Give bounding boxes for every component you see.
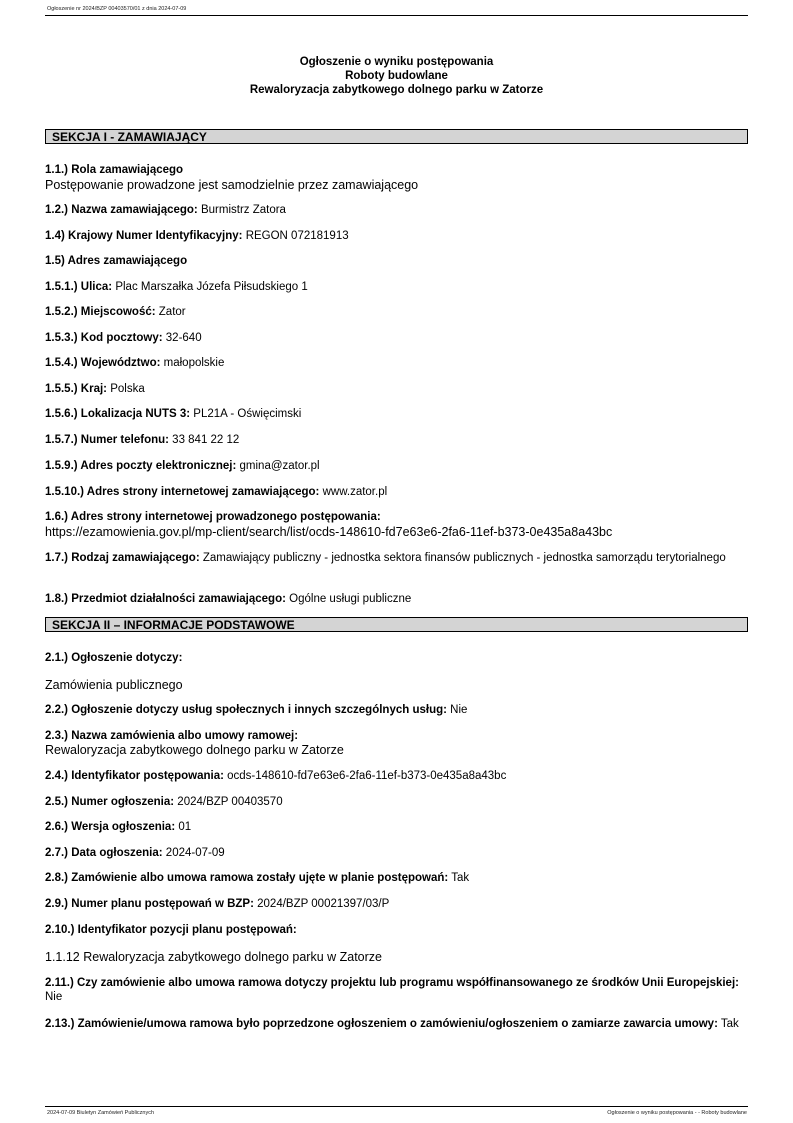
field-1-5-4-label: 1.5.4.) Województwo:: [45, 357, 161, 369]
footer-divider: [45, 1106, 748, 1107]
field-2-13: [45, 1017, 748, 1031]
footer-left-text: 2024-07-09 Biuletyn Zamówień Publicznych: [47, 1110, 155, 1116]
field-2-5-label: 2.5.) Numer ogłoszenia:: [45, 796, 175, 808]
field-1-7-value: Zamawiający publiczny - jednostka sektora finansów publicznych - jednostka samorządu terytorialnego: [202, 552, 726, 564]
field-1-4-value: REGON 072181913: [245, 230, 349, 242]
field-1-5-6-label: 1.5.6.) Lokalizacja NUTS 3:: [45, 408, 191, 420]
field-1-5-9: [45, 459, 748, 473]
field-2-1-value: Zamówienia publicznego: [45, 678, 183, 692]
field-1-4: [45, 229, 748, 243]
field-1-5-4-value: małopolskie: [163, 357, 225, 369]
field-1-5-10-label: 1.5.10.) Adres strony internetowej zamawiającego:: [45, 486, 320, 498]
field-1-5-7-value: 33 841 22 12: [172, 434, 240, 446]
field-1-6-label: 1.6.) Adres strony internetowej prowadzonego postępowania:: [45, 511, 381, 523]
field-2-2: [45, 703, 748, 717]
title-line-3: Rewaloryzacja zabytkowego dolnego parku w Zatorze: [249, 84, 544, 96]
field-1-5-10-value: www.zator.pl: [322, 486, 388, 498]
field-1-5-1-value: Plac Marszałka Józefa Piłsudskiego 1: [115, 281, 308, 293]
field-1-2-label: 1.2.) Nazwa zamawiającego:: [45, 204, 198, 216]
field-1-5-10: [45, 485, 748, 499]
field-2-4-value: ocds-148610-fd7e63e6-2fa6-11ef-b373-0e435a8a43bc: [227, 770, 507, 782]
field-1-5-9-value: gmina@zator.pl: [239, 460, 320, 472]
field-1-5-4: [45, 356, 748, 370]
field-2-3-label: 2.3.) Nazwa zamówienia albo umowy ramowej:: [45, 730, 299, 742]
field-2-1-label: 2.1.) Ogłoszenie dotyczy:: [45, 652, 183, 664]
field-2-11-value: Nie: [45, 991, 63, 1003]
field-1-6: [45, 510, 748, 524]
field-2-8: [45, 871, 748, 885]
field-2-4: [45, 769, 748, 783]
field-1-7: [45, 551, 748, 565]
field-1-2: [45, 203, 748, 217]
footer-right-text: Ogłoszenie o wyniku postępowania - - Roboty budowlane: [607, 1110, 747, 1116]
field-2-13-label: 2.13.) Zamówienie/umowa ramowa było poprzedzone ogłoszeniem o zamówieniu/ogłoszeniem o zamiarze zawarcia umowy:: [45, 1018, 718, 1030]
field-2-1: [45, 651, 748, 665]
field-1-5-5-value: Polska: [110, 383, 145, 395]
field-2-3-value: Rewaloryzacja zabytkowego dolnego parku w Zatorze: [45, 743, 344, 757]
field-1-8-value: Ogólne usługi publiczne: [289, 593, 412, 605]
field-1-4-label: 1.4) Krajowy Numer Identyfikacyjny:: [45, 230, 243, 242]
field-1-5-label: 1.5) Adres zamawiającego: [45, 255, 188, 267]
field-1-5-1-label: 1.5.1.) Ulica:: [45, 281, 113, 293]
field-1-5-2: [45, 305, 748, 319]
field-1-6-value: https://ezamowienia.gov.pl/mp-client/search/list/ocds-148610-fd7e63e6-2fa6-11ef-b373-0e435a8a43bc: [45, 525, 613, 539]
field-1-1-label: 1.1.) Rola zamawiającego: [45, 164, 184, 176]
field-2-6: [45, 820, 748, 834]
field-2-6-value: 01: [178, 821, 192, 833]
field-2-8-label: 2.8.) Zamówienie albo umowa ramowa zostały ujęte w planie postępowań:: [45, 872, 449, 884]
field-2-9-value: 2024/BZP 00021397/03/P: [257, 898, 390, 910]
field-1-5-7: [45, 433, 748, 447]
field-2-5: [45, 795, 748, 809]
field-2-4-label: 2.4.) Identyfikator postępowania:: [45, 770, 224, 782]
title-line-1: Ogłoszenie o wyniku postępowania: [299, 56, 494, 68]
section-2-heading: SEKCJA II – INFORMACJE PODSTAWOWE: [45, 617, 748, 632]
field-2-10: [45, 923, 748, 937]
field-2-11: [45, 976, 748, 1004]
field-1-8: [45, 592, 748, 606]
field-1-1-value: Postępowanie prowadzone jest samodzielnie przez zamawiającego: [45, 178, 419, 192]
field-2-7: [45, 846, 748, 860]
field-2-10-value: 1.1.12 Rewaloryzacja zabytkowego dolnego parku w Zatorze: [45, 950, 382, 964]
field-2-6-label: 2.6.) Wersja ogłoszenia:: [45, 821, 176, 833]
page-header-note: Ogłoszenie nr 2024/BZP 00403570/01 z dnia 2024-07-09: [47, 6, 187, 12]
field-1-5-9-label: 1.5.9.) Adres poczty elektronicznej:: [45, 460, 237, 472]
field-2-10-label: 2.10.) Identyfikator pozycji planu postępowań:: [45, 924, 297, 936]
header-divider: [45, 15, 748, 16]
field-2-11-label: 2.11.) Czy zamówienie albo umowa ramowa dotyczy projektu lub programu współfinansowanego ze środków Unii Europejskiej:: [45, 977, 739, 989]
field-1-8-label: 1.8.) Przedmiot działalności zamawiającego:: [45, 593, 286, 605]
field-1-7-label: 1.7.) Rodzaj zamawiającego:: [45, 552, 200, 564]
field-1-5-3-label: 1.5.3.) Kod pocztowy:: [45, 332, 163, 344]
field-1-5-2-label: 1.5.2.) Miejscowość:: [45, 306, 156, 318]
field-2-2-value: Nie: [450, 704, 468, 716]
field-1-5-3: [45, 331, 748, 345]
field-1-5-6: [45, 407, 748, 421]
field-2-9: [45, 897, 748, 911]
field-2-3: [45, 729, 748, 743]
field-2-2-label: 2.2.) Ogłoszenie dotyczy usług społecznych i innych szczególnych usług:: [45, 704, 447, 716]
field-2-8-value: Tak: [451, 872, 470, 884]
field-1-5-2-value: Zator: [158, 306, 186, 318]
document-title: [45, 55, 748, 97]
field-1-5-3-value: 32-640: [165, 332, 202, 344]
field-1-5-5: [45, 382, 748, 396]
section-1-heading: SEKCJA I - ZAMAWIAJĄCY: [45, 129, 748, 144]
field-2-9-label: 2.9.) Numer planu postępowań w BZP:: [45, 898, 254, 910]
field-2-7-value: 2024-07-09: [165, 847, 225, 859]
title-line-2: Roboty budowlane: [345, 70, 448, 82]
field-1-1: [45, 163, 748, 177]
field-2-13-value: Tak: [720, 1018, 739, 1030]
field-2-7-label: 2.7.) Data ogłoszenia:: [45, 847, 163, 859]
field-2-5-value: 2024/BZP 00403570: [177, 796, 283, 808]
field-1-5-7-label: 1.5.7.) Numer telefonu:: [45, 434, 169, 446]
field-1-5-1: [45, 280, 748, 294]
field-1-5-6-value: PL21A - Oświęcimski: [193, 408, 302, 420]
field-1-5-5-label: 1.5.5.) Kraj:: [45, 383, 107, 395]
field-1-5: [45, 254, 748, 268]
field-1-2-value: Burmistrz Zatora: [200, 204, 286, 216]
